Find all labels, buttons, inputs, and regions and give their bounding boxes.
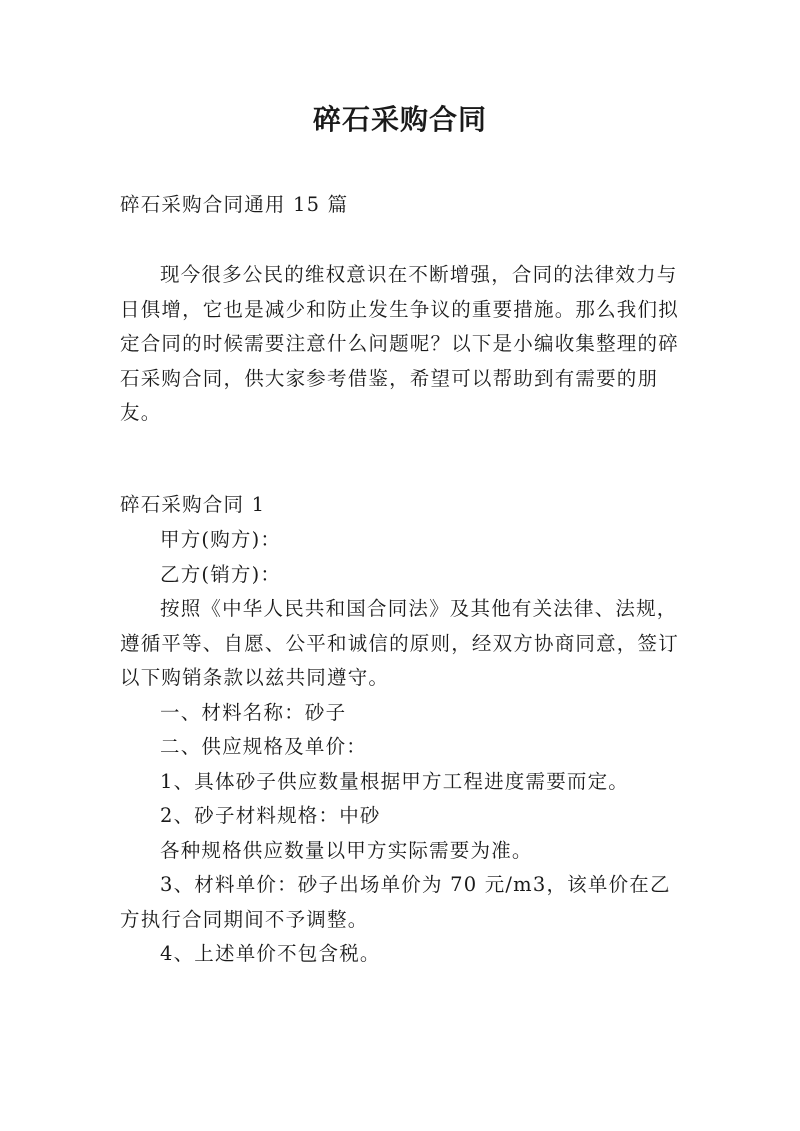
clause-item-4: 4、上述单价不包含税。 [160,942,381,965]
contract-body [120,523,685,972]
clause-spec-price: 二、供应规格及单价： [160,735,368,758]
clause-material-name: 一、材料名称：砂子 [160,700,347,724]
clause-item-1: 1、具体砂子供应数量根据甲方工程进度需要而定。 [160,769,630,793]
preamble-paragraph: 按照《中华人民共和国合同法》及其他有关法律、法规，遵循平等、自愿、公平和诚信的原则，经双方协商同意，签订以下购销条款以兹共同遵守。 [120,597,679,689]
party-b-line: 乙方(销方)： [160,562,282,586]
clause-item-2-note: 各种规格供应数量以甲方实际需要为准。 [160,838,533,862]
clause-item-2: 2、砂子材料规格：中砂 [160,804,381,827]
intro-paragraph: 现今很多公民的维权意识在不断增强，合同的法律效力与日俱增，它也是减少和防止发生争议的重要措施。那么我们拟定合同的时候需要注意什么问题呢？以下是小编收集整理的碎石采购合同，供大家参考借鉴，希望可以帮助到有需要的朋友。 [120,263,679,424]
section-heading: 碎石采购合同 1 [120,493,266,516]
document-subtitle: 碎石采购合同通用 15 篇 [120,193,349,216]
document-title: 碎石采购合同 [312,103,487,136]
clause-item-3: 3、材料单价：砂子出场单价为 70 元/m3，该单价在乙方执行合同期间不予调整。 [120,873,671,931]
party-a-line: 甲方(购方)： [160,528,282,551]
